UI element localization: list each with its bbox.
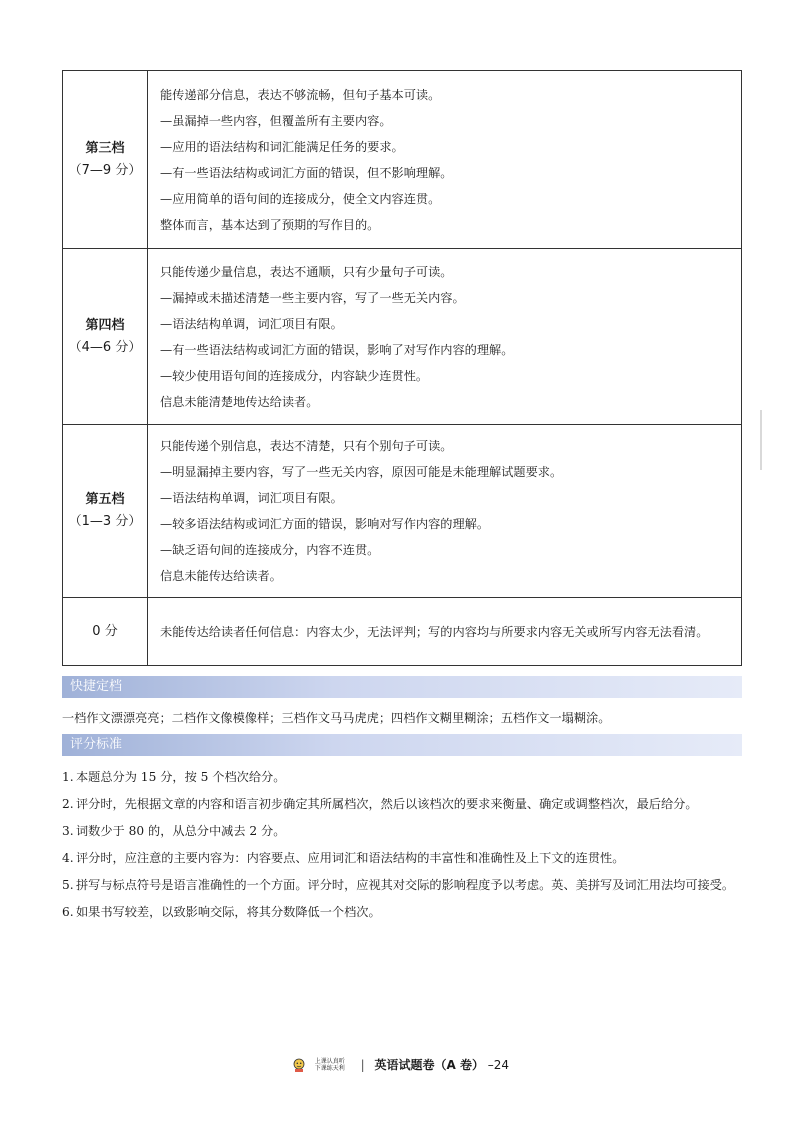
page-edge-mark xyxy=(760,410,762,470)
section-heading: 快捷定档 xyxy=(70,679,123,694)
grade-label-cell xyxy=(63,249,148,425)
slogan-bottom: 下课练天利 xyxy=(314,1064,345,1072)
grade-line: —明显漏掉主要内容，写了一些无关内容，原因可能是未能理解试题要求。 xyxy=(160,465,563,479)
criteria-text: 拼写与标点符号是语言准确性的一个方面。评分时，应视其对交际的影响程度予以考虑。英、美拼写及词汇用法均可接受。 xyxy=(76,878,735,892)
grade-line: —语法结构单调，词汇项目有限。 xyxy=(160,491,343,505)
grade-line: —应用的语法结构和词汇能满足任务的要求。 xyxy=(160,139,404,154)
criteria-item xyxy=(62,818,742,845)
section-header-quick xyxy=(62,676,742,698)
grade-line: —应用简单的语句间的连接成分，使全文内容连贯。 xyxy=(160,191,441,206)
grade-range: （7—9 分） xyxy=(68,162,142,178)
grade-line: —语法结构单调，词汇项目有限。 xyxy=(160,316,343,331)
grade-label-cell xyxy=(63,425,148,598)
grade-row-0 xyxy=(63,598,742,666)
grading-table xyxy=(62,70,742,666)
grade-line: 整体而言，基本达到了预期的写作目的。 xyxy=(160,217,380,232)
criteria-item xyxy=(62,872,742,899)
grade-band: 0 分 xyxy=(92,623,118,639)
criteria-item xyxy=(62,791,742,818)
grade-line: —较少使用语句间的连接成分，内容缺少连贯性。 xyxy=(160,368,429,383)
criteria-item xyxy=(62,899,742,926)
criteria-number: 6. xyxy=(62,905,74,919)
grade-line: —有一些语法结构或词汇方面的错误，影响了对写作内容的理解。 xyxy=(160,342,514,357)
page-footer xyxy=(0,1056,800,1073)
slogan-top: 上课认真听 xyxy=(314,1057,345,1065)
criteria-text: 词数少于 80 的，从总分中减去 2 分。 xyxy=(76,824,286,838)
grade-line: —较多语法结构或词汇方面的错误，影响对写作内容的理解。 xyxy=(160,517,490,531)
criteria-item xyxy=(62,764,742,791)
grade-range: （4—6 分） xyxy=(68,339,142,355)
criteria-item xyxy=(62,845,742,872)
grade-description xyxy=(148,71,742,249)
mascot-logo-icon xyxy=(291,1058,307,1072)
grade-line: 只能传递少量信息，表达不通顺，只有少量句子可读。 xyxy=(160,264,453,279)
grade-band: 第四档 xyxy=(85,317,125,333)
grade-line: —漏掉或未描述清楚一些主要内容，写了一些无关内容。 xyxy=(160,290,465,305)
grade-line: 信息未能清楚地传达给读者。 xyxy=(160,394,319,409)
page-number: –24 xyxy=(487,1057,510,1072)
grade-description xyxy=(148,598,742,666)
grade-band: 第三档 xyxy=(85,140,125,156)
criteria-text: 本题总分为 15 分，按 5 个档次给分。 xyxy=(76,770,286,784)
criteria-text: 评分时，应注意的主要内容为：内容要点、应用词汇和语法结构的丰富性和准确性及上下文的连贯性。 xyxy=(76,851,625,865)
footer-separator: | xyxy=(360,1057,365,1072)
criteria-list xyxy=(62,764,742,926)
criteria-text: 评分时，先根据文章的内容和语言初步确定其所属档次，然后以该档次的要求来衡量、确定或调整档次，最后给分。 xyxy=(76,797,698,811)
grade-label-cell xyxy=(63,598,148,666)
grade-description xyxy=(148,425,742,598)
grade-description xyxy=(148,249,742,425)
grade-line: —缺乏语句间的连接成分，内容不连贯。 xyxy=(160,543,380,557)
criteria-text: 如果书写较差，以致影响交际，将其分数降低一个档次。 xyxy=(76,905,381,919)
grade-band: 第五档 xyxy=(85,492,125,507)
criteria-number: 3. xyxy=(62,824,74,838)
section-heading: 评分标准 xyxy=(70,737,123,752)
grade-line: —有一些语法结构或词汇方面的错误，但不影响理解。 xyxy=(160,165,453,180)
grade-line: 未能传达给读者任何信息：内容太少，无法评判；写的内容均与所要求内容无关或所写内容无法看清。 xyxy=(160,624,709,639)
grade-line: 信息未能传达给读者。 xyxy=(160,569,282,583)
quick-grading-text: 一档作文漂漂亮亮；二档作文像模像样；三档作文马马虎虎；四档作文糊里糊涂；五档作文一塌糊涂。 xyxy=(62,711,611,725)
grade-line: —虽漏掉一些内容，但覆盖所有主要内容。 xyxy=(160,113,392,128)
criteria-number: 2. xyxy=(62,797,74,811)
grade-range: （1—3 分） xyxy=(68,514,142,529)
grade-line: 只能传递个别信息，表达不清楚，只有个别句子可读。 xyxy=(160,439,453,453)
criteria-number: 1. xyxy=(62,770,74,784)
footer-slogan xyxy=(315,1058,345,1072)
grade-row-4 xyxy=(63,249,742,425)
grade-row-5 xyxy=(63,425,742,598)
grade-label-cell xyxy=(63,71,148,249)
section-header-criteria xyxy=(62,734,742,756)
grade-row-3 xyxy=(63,71,742,249)
grade-line: 能传递部分信息，表达不够流畅，但句子基本可读。 xyxy=(160,87,441,102)
criteria-number: 4. xyxy=(62,851,74,865)
footer-title: 英语试题卷（A 卷） xyxy=(374,1057,484,1072)
criteria-number: 5. xyxy=(62,878,74,892)
